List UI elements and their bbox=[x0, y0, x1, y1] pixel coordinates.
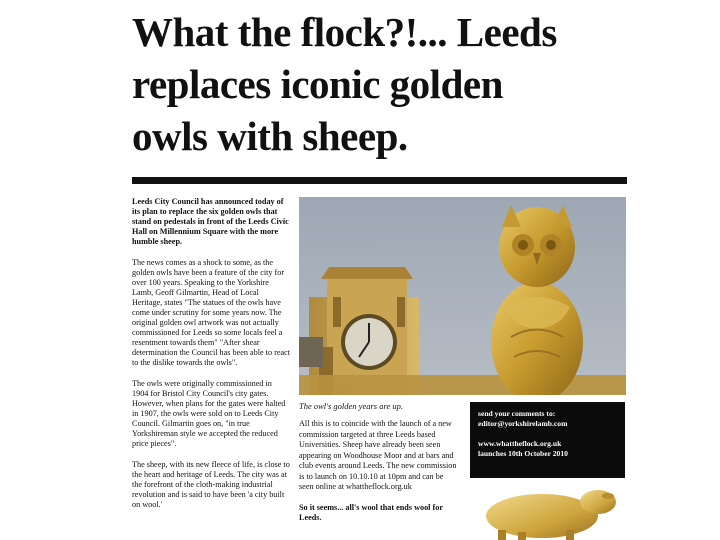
launch-date: launches 10th October 2010 bbox=[478, 449, 568, 458]
body-paragraph: The owls were originally commissioned in 1904 for Bristol City Council's city gates. However, when plans for the gates were halted in 1907, the owls were sold on to Leeds City Council. Gilmartin goes on, "in true Yorkshireman style we accepted the reduced price pieces". bbox=[132, 379, 286, 448]
article-column-2 bbox=[299, 419, 457, 534]
golden-sheep-photo bbox=[470, 482, 625, 540]
headline-line-1: What the flock?!... Leeds bbox=[132, 9, 557, 55]
closing-paragraph: So it seems... all's wool that ends wool for Leeds. bbox=[299, 502, 443, 522]
contact-website: www.whattheflock.org.uk bbox=[478, 439, 562, 448]
contact-prompt: send your comments to: bbox=[478, 409, 556, 418]
headline-line-3: owls with sheep. bbox=[132, 113, 408, 159]
headline-rule bbox=[132, 177, 627, 184]
body-paragraph: The news comes as a shock to some, as the golden owls have been a feature of the city for over 100 years. Speaking to the Yorkshire Lamb, Geoff Gilmartin, Head of Local Heritage, states "The statues of the owls have come under scrutiny for some years now. The original golden owl artwork was not actually commissioned for Leeds so some locals feel a resentment towards them" "After shear determination the Council has been able to react to the dislike towards the owls". bbox=[132, 258, 291, 367]
headline bbox=[132, 6, 632, 162]
contact-email: editor@yorkshirelamb.com bbox=[478, 419, 568, 428]
owl-clock-tower-photo bbox=[299, 197, 626, 395]
headline-line-2: replaces iconic golden bbox=[132, 61, 503, 107]
contact-box bbox=[470, 402, 625, 478]
body-paragraph: All this is to coincide with the launch of a new commission targeted at three Leeds based Universities. Sheep have already been seen appearing on Woodhouse Moor and at bars and club events around Leeds. The new commission is to launch on 10.10.10 at 10pm and can be seen online at whattheflock.org.uk bbox=[299, 419, 457, 491]
article-column-1 bbox=[132, 197, 290, 521]
body-paragraph: The sheep, with its new fleece of life, is close to the heart and heritage of Leeds. The city was at the forefront of the cloth-making industrial revolution and is said to have been 'a city built on wool.' bbox=[132, 460, 290, 509]
photo-caption: The owl's golden years are up. bbox=[299, 401, 403, 411]
lead-paragraph: Leeds City Council has announced today of its plan to replace the six golden owls that stand on pedestals in front of the Leeds Civic Hall on Millennium Square with the more humble sheep. bbox=[132, 197, 289, 246]
